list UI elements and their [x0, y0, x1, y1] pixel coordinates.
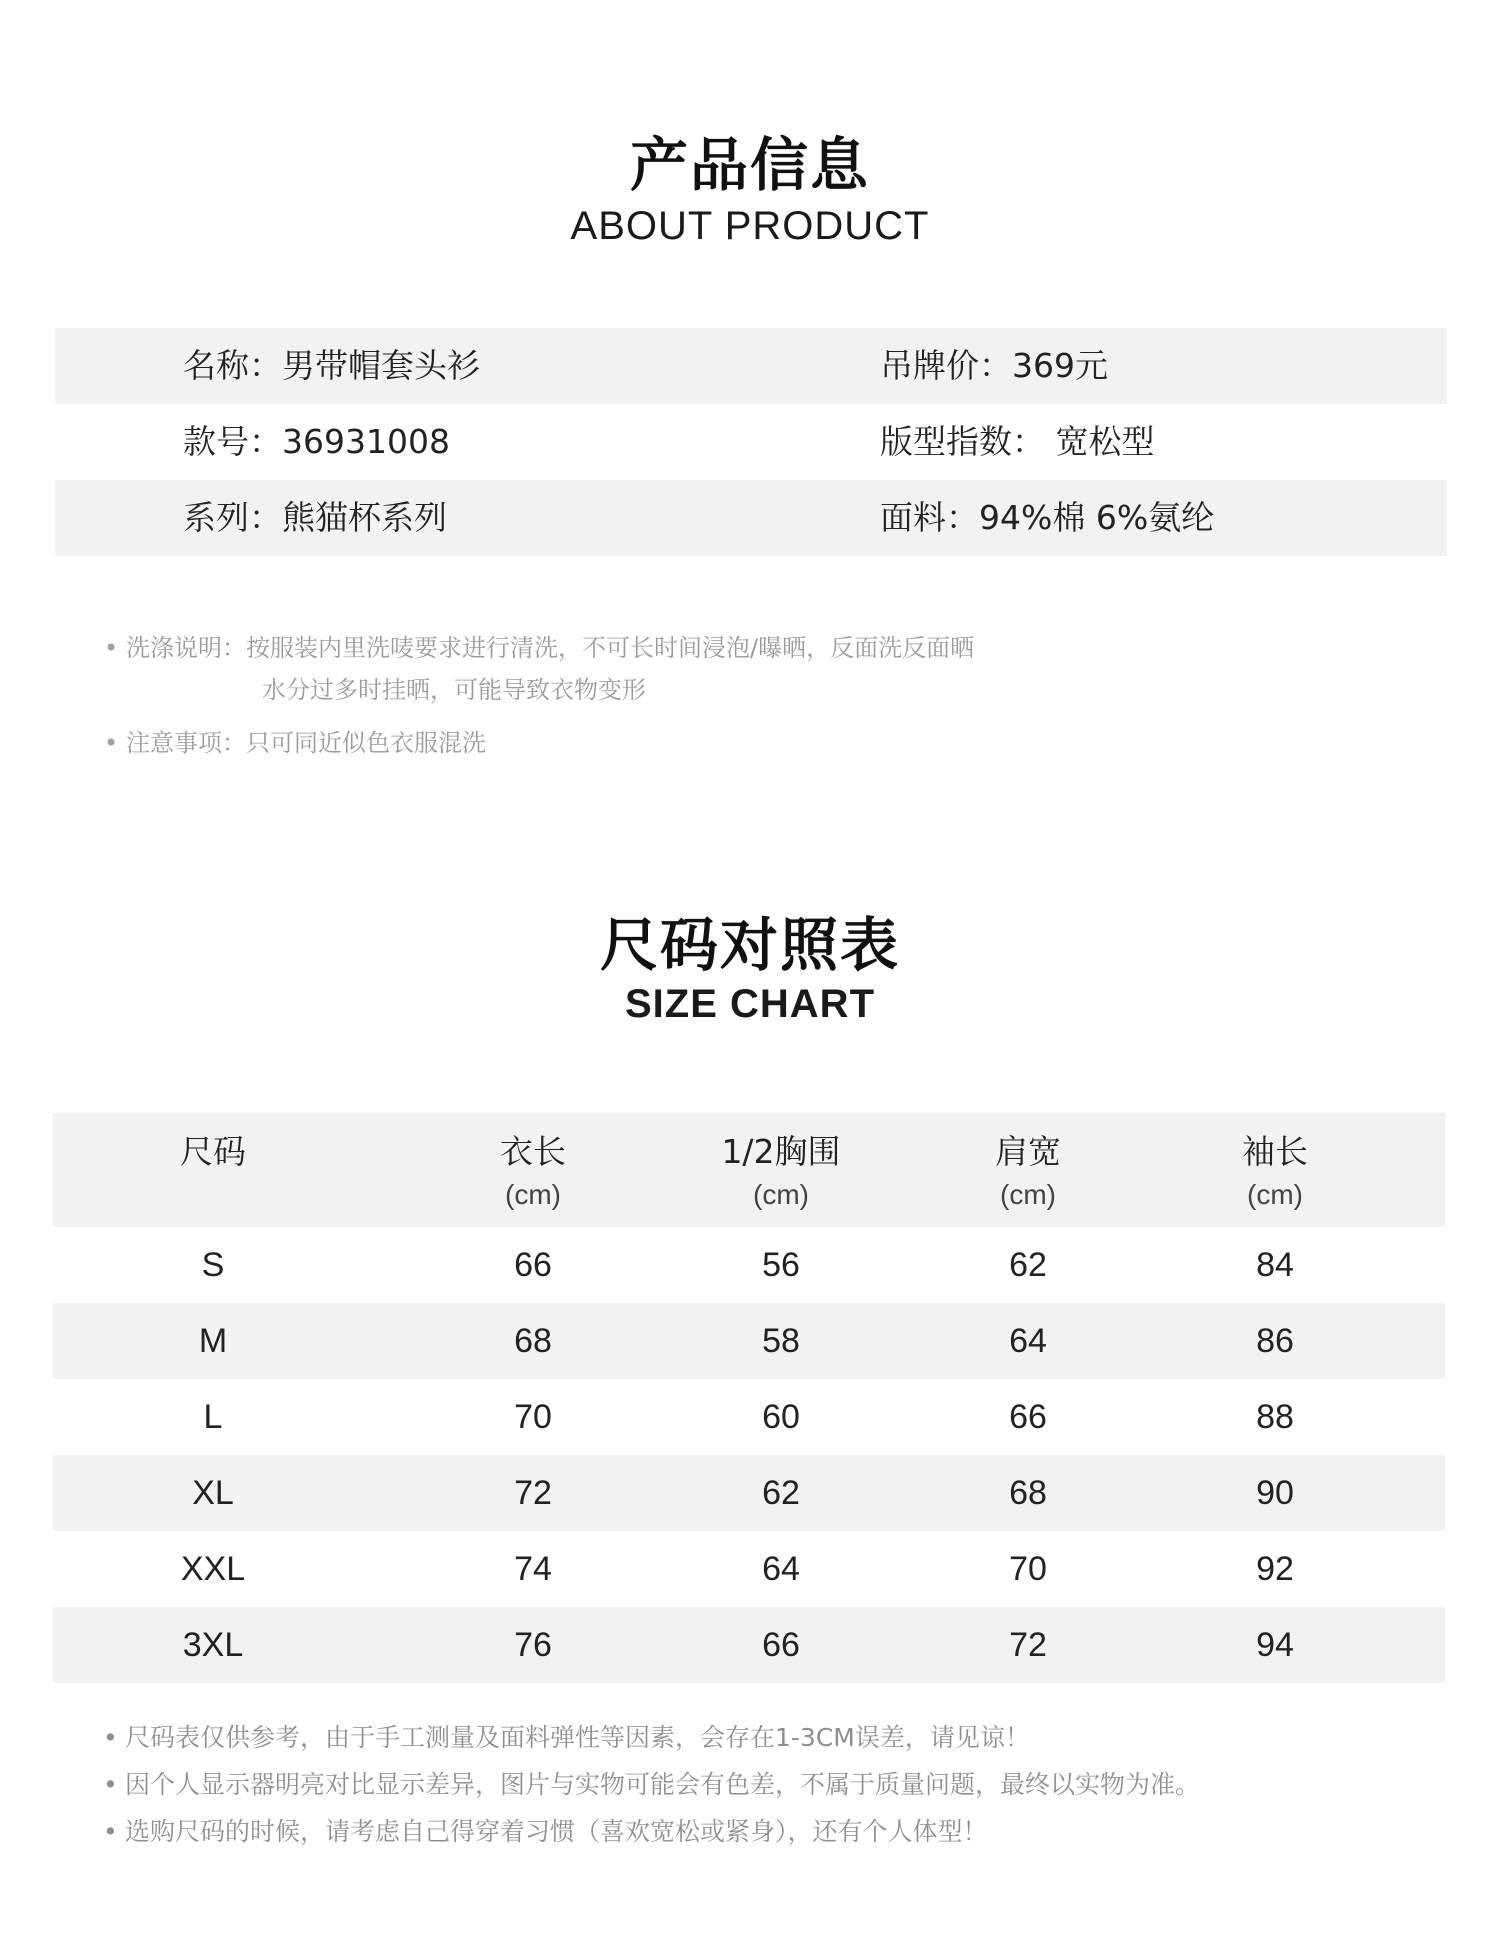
cell-length: 68: [514, 1322, 552, 1360]
size-row: [53, 1379, 1445, 1455]
bullet: •: [103, 1770, 118, 1799]
info-row: [55, 480, 1447, 556]
footnote-text: 因个人显示器明亮对比显示差异，图片与实物可能会有色差，不属于质量问题，最终以实物为准。: [125, 1770, 1201, 1799]
cell-sleeve: 94: [1256, 1626, 1294, 1664]
footnote-text: 选购尺码的时候，请考虑自己得穿着习惯（喜欢宽松或紧身），还有个人体型！: [125, 1817, 988, 1846]
size-chart-subtitle: SIZE CHART: [625, 982, 875, 1026]
header-label: 1/2胸围: [721, 1132, 841, 1171]
cell-shoulder: 64: [1009, 1322, 1047, 1360]
cell-sleeve: 92: [1256, 1550, 1294, 1588]
footnote: [103, 1718, 1030, 1754]
info-row: [55, 328, 1447, 404]
cell-shoulder: 62: [1009, 1246, 1047, 1284]
cell-half-chest: 62: [762, 1474, 800, 1512]
size-table-header: [53, 1113, 1445, 1227]
header-label: 衣长: [500, 1132, 566, 1171]
size-chart-title: 尺码对照表: [599, 911, 900, 979]
cell-shoulder: 68: [1009, 1474, 1047, 1512]
bullet: •: [104, 634, 119, 662]
header-label: 袖长: [1242, 1132, 1308, 1171]
footnote: [103, 1812, 988, 1848]
header-sleeve: [1145, 1129, 1405, 1215]
bullet: •: [103, 1817, 118, 1846]
cell-length: 74: [514, 1550, 552, 1588]
product-name: 名称：男带帽套头衫: [183, 346, 480, 385]
header-label: 肩宽: [995, 1132, 1061, 1171]
size-row: [53, 1455, 1445, 1531]
cell-half-chest: 56: [762, 1246, 800, 1284]
washing-note-continuation: 水分过多时挂晒，可能导致衣物变形: [262, 676, 646, 704]
cell-half-chest: 60: [762, 1398, 800, 1436]
note-label: 注意事项：: [126, 729, 246, 757]
header-length: [403, 1129, 663, 1215]
cell-size: L: [203, 1398, 223, 1436]
cell-length: 72: [514, 1474, 552, 1512]
cell-size: S: [201, 1246, 225, 1284]
about-subtitle: ABOUT PRODUCT: [570, 204, 930, 248]
cell-size: XL: [192, 1474, 234, 1512]
cell-length: 70: [514, 1398, 552, 1436]
note-text: 只可同近似色衣服混洗: [246, 729, 486, 757]
footnote-text: 尺码表仅供参考，由于手工测量及面料弹性等因素，会存在1-3CM误差，请见谅！: [125, 1723, 1030, 1752]
fit-index: 版型指数： 宽松型: [880, 422, 1155, 461]
tag-price: 吊牌价：369元: [880, 346, 1108, 385]
about-title: 产品信息: [629, 131, 870, 199]
cell-sleeve: 88: [1256, 1398, 1294, 1436]
cell-sleeve: 86: [1256, 1322, 1294, 1360]
info-row: [55, 404, 1447, 480]
footnote: [103, 1765, 1200, 1801]
cell-half-chest: 66: [762, 1626, 800, 1664]
note-label: 洗涤说明：: [126, 634, 246, 662]
cell-sleeve: 84: [1256, 1246, 1294, 1284]
cell-shoulder: 66: [1009, 1398, 1047, 1436]
size-row: [53, 1303, 1445, 1379]
cell-shoulder: 72: [1009, 1626, 1047, 1664]
cell-size: XXL: [180, 1550, 246, 1588]
bullet: •: [104, 729, 119, 757]
header-unit: (cm): [505, 1179, 561, 1210]
cell-sleeve: 90: [1256, 1474, 1294, 1512]
header-label: 尺码: [180, 1132, 246, 1171]
cell-size: M: [198, 1322, 228, 1360]
header-unit: (cm): [1247, 1179, 1303, 1210]
washing-note: [104, 628, 974, 663]
bullet: •: [103, 1723, 118, 1752]
caution-note: [104, 723, 486, 758]
cell-length: 76: [514, 1626, 552, 1664]
fabric: 面料：94%棉 6%氨纶: [880, 498, 1215, 537]
cell-size: 3XL: [182, 1626, 244, 1664]
size-row: [53, 1531, 1445, 1607]
cell-length: 66: [514, 1246, 552, 1284]
cell-shoulder: 70: [1009, 1550, 1047, 1588]
header-unit: (cm): [1000, 1179, 1056, 1210]
size-row: [53, 1227, 1445, 1303]
header-shoulder: [898, 1129, 1158, 1215]
series: 系列：熊猫杯系列: [183, 498, 447, 537]
cell-half-chest: 58: [762, 1322, 800, 1360]
header-unit: (cm): [753, 1179, 809, 1210]
header-size: [83, 1129, 343, 1175]
size-row: [53, 1607, 1445, 1683]
note-text: 按服装内里洗唛要求进行清洗，不可长时间浸泡/曝晒，反面洗反面晒: [246, 634, 975, 662]
cell-half-chest: 64: [762, 1550, 800, 1588]
header-half-chest: [651, 1129, 911, 1215]
style-number: 款号：36931008: [183, 422, 450, 461]
